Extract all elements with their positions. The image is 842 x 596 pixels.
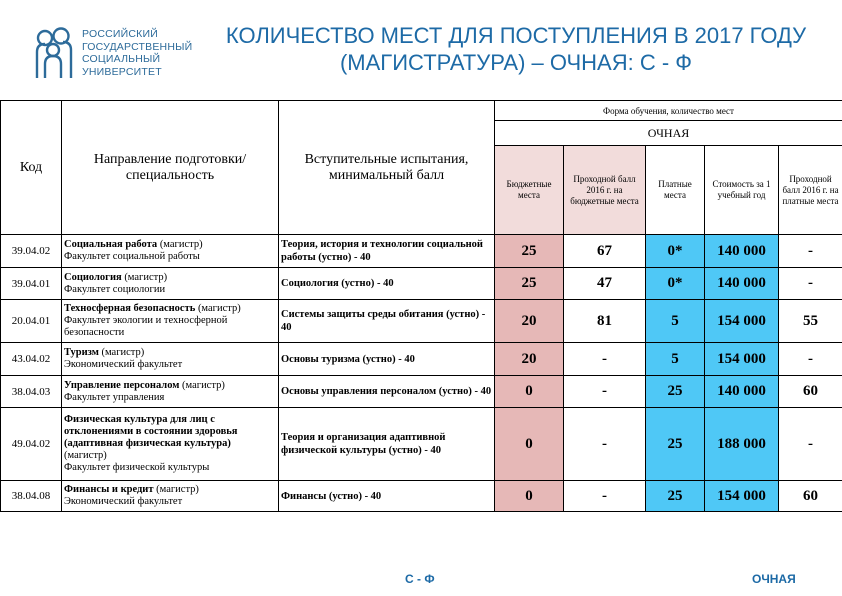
table-row [1,268,842,300]
header-cost: Стоимость за 1 учебный год [705,146,779,235]
faculty: Факультет социальной работы [64,251,200,262]
budget-cell: 20 [495,300,564,343]
direction-name: Социальная работа [64,239,158,250]
direction-name: Социология [64,271,122,283]
paid-score-cell: - [779,268,842,300]
faculty: Факультет экологии и техносферной безопасности [64,315,228,338]
cost-cell: 140 000 [705,268,779,300]
faculty: Факультет физической культуры [64,462,210,473]
budget-cell: 0 [495,376,564,408]
cost-cell: 140 000 [705,235,779,268]
direction-cell [62,235,279,268]
direction-level: (магистр) [159,239,203,250]
direction-cell [62,376,279,408]
paid-score-cell: - [779,408,842,481]
budget-score-cell: 47 [564,268,646,300]
faculty: Факультет управления [64,391,165,403]
code-cell: 39.04.01 [1,268,62,300]
code-cell: 20.04.01 [1,300,62,343]
header-form: Форма обучения, количество мест [495,101,842,121]
code-cell: 43.04.02 [1,343,62,376]
direction-name: Финансы и кредит [64,484,154,495]
paid-cell: 25 [646,481,705,512]
budget-cell: 20 [495,343,564,376]
direction-level: (магистр) [156,484,199,495]
budget-cell: 0 [495,408,564,481]
university-logo-icon [33,26,75,80]
direction-name: Туризм [64,347,99,358]
exam-cell: Основы туризма (устно) - 40 [279,343,495,376]
table-row [1,343,842,376]
table-row [1,376,842,408]
exam-cell: Основы управления персоналом (устно) - 40 [279,376,495,408]
title-line-1: КОЛИЧЕСТВО МЕСТ ДЛЯ ПОСТУПЛЕНИЯ В 2017 ГОДУ [225,23,807,48]
direction-level: (магистр) [182,379,225,391]
direction-cell [62,481,279,512]
budget-score-cell: - [564,343,646,376]
budget-score-cell: - [564,376,646,408]
code-cell: 38.04.08 [1,481,62,512]
exam-cell: Системы защиты среды обитания (устно) - 40 [279,300,495,343]
header-direction: Направление подготовки/ специальность [62,101,279,235]
direction-level: (магистр) [64,450,107,461]
budget-score-cell: 81 [564,300,646,343]
logo-line: РОССИЙСКИЙ [82,28,158,40]
faculty: Экономический факультет [64,496,183,507]
cost-cell: 140 000 [705,376,779,408]
logo-line: ГОСУДАРСТВЕННЫЙ [82,40,193,53]
paid-score-cell: 60 [779,376,842,408]
header-mode: ОЧНАЯ [495,121,842,146]
direction-level: (магистр) [101,347,145,358]
header-code: Код [1,101,62,235]
table-row [1,408,842,481]
admission-table [0,100,842,512]
code-cell: 38.04.03 [1,376,62,408]
direction-cell [62,343,279,376]
exam-cell: Социология (устно) - 40 [279,268,495,300]
university-name [82,28,192,78]
direction-name: Управление персоналом [64,379,180,391]
header-budget: Бюджетные места [495,146,564,235]
footer-section: С - Ф [405,572,435,586]
cost-cell: 154 000 [705,481,779,512]
direction-level: (магистр) [124,271,168,283]
table-row [1,300,842,343]
direction-cell [62,300,279,343]
faculty: Факультет социологии [64,283,166,295]
paid-cell: 0* [646,268,705,300]
paid-score-cell: 55 [779,300,842,343]
budget-cell: 25 [495,268,564,300]
exam-cell: Теория и организация адаптивной физической культуры (устно) - 40 [279,408,495,481]
paid-score-cell: - [779,235,842,268]
direction-cell [62,268,279,300]
budget-cell: 25 [495,235,564,268]
header-exams: Вступительные испытания, минимальный балл [279,101,495,235]
cost-cell: 154 000 [705,343,779,376]
paid-cell: 5 [646,300,705,343]
table-row [1,235,842,268]
header-paid-score: Проходной балл 2016 г. на платные места [779,146,842,235]
exam-cell: Теория, история и технологии социальной работы (устно) - 40 [279,235,495,268]
budget-score-cell: 67 [564,235,646,268]
code-cell: 49.04.02 [1,408,62,481]
header-paid: Платные места [646,146,705,235]
cost-cell: 188 000 [705,408,779,481]
cost-cell: 154 000 [705,300,779,343]
paid-score-cell: 60 [779,481,842,512]
direction-name: Физическая культура для лиц с отклонениями в состоянии здоровья (адаптивная физическая культура) [64,414,238,449]
exam-cell: Финансы (устно) - 40 [279,481,495,512]
logo-line: СОЦИАЛЬНЫЙ [82,53,161,65]
direction-level: (магистр) [197,303,241,314]
header-budget-score: Проходной балл 2016 г. на бюджетные места [564,146,646,235]
budget-score-cell: - [564,408,646,481]
footer-mode: ОЧНАЯ [752,572,796,586]
page-title [196,22,836,76]
paid-cell: 5 [646,343,705,376]
paid-cell: 0* [646,235,705,268]
title-line-2: (МАГИСТРАТУРА) – ОЧНАЯ: С - Ф [339,50,692,75]
table-row [1,481,842,512]
faculty: Экономический факультет [64,359,183,370]
budget-score-cell: - [564,481,646,512]
paid-cell: 25 [646,408,705,481]
code-cell: 39.04.02 [1,235,62,268]
paid-cell: 25 [646,376,705,408]
paid-score-cell: - [779,343,842,376]
budget-cell: 0 [495,481,564,512]
logo-line: УНИВЕРСИТЕТ [82,65,162,78]
direction-cell [62,408,279,481]
direction-name: Техносферная безопасность [64,303,196,314]
